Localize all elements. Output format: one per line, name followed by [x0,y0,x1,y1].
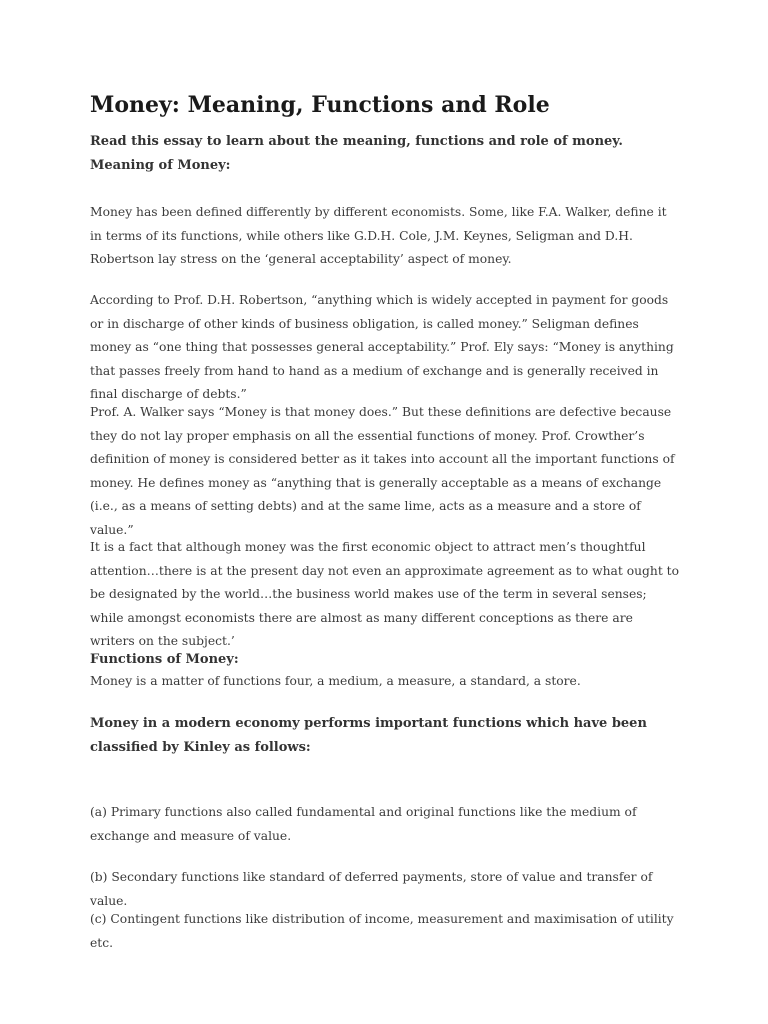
intro-text: Read this essay to learn about the meaning, functions and role of money. [90,134,623,149]
section-heading-functions: Functions of Money: [90,652,239,667]
functions-line: Money is a matter of functions four, a medium, a measure, a standard, a store. [90,674,581,688]
section-heading-meaning: Meaning of Money: [90,158,231,173]
page-title: Money: Meaning, Functions and Role [90,92,550,118]
paragraph-robertson: According to Prof. D.H. Robertson, “anything which is widely accepted in payment for goods or in discharge of other kinds of business obligation, is called money.” Seligman defines money as “one thing that possesses general acceptability.” Prof. Ely says: “Money is anything that passes freely from hand to hand as a medium of exchange and is generally received in final discharge of debts.” [90,293,674,401]
list-item-secondary: (b) Secondary functions like standard of deferred payments, store of value and transfer of value. [90,870,653,908]
paragraph-walker: Prof. A. Walker says “Money is that money does.” But these definitions are defective because they do not lay proper emphasis on all the essential functions of money. Prof. Crowther’s definition of money is considered better as it takes into account all the important functions of money. He defines money as “anything that is generally acceptable as a means of exchange (i.e., as a means of setting debts) and at the same lime, acts as a measure and a store of value.” [90,405,675,537]
list-item-primary: (a) Primary functions also called fundamental and original functions like the medium of exchange and measure of value. [90,805,637,843]
list-item-contingent: (c) Contingent functions like distribution of income, measurement and maximisation of utility etc. [90,912,674,950]
paragraph-definitions: Money has been defined differently by different economists. Some, like F.A. Walker, define it in terms of its functions, while others like G.D.H. Cole, J.M. Keynes, Seligman and D.H. Robertson lay stress on the ‘general acceptability’ aspect of money. [90,205,667,266]
paragraph-fact: It is a fact that although money was the first economic object to attract men’s thoughtful attention…there is at the present day not even an approximate agreement as to what ought to be designated by the world…the business world makes use of the term in several senses; while amongst economists there are almost as many different conceptions as there are writers on the subject.’ [90,540,680,648]
kinley-heading: Money in a modern economy performs important functions which have been classified by Kinley as follows: [90,716,647,755]
